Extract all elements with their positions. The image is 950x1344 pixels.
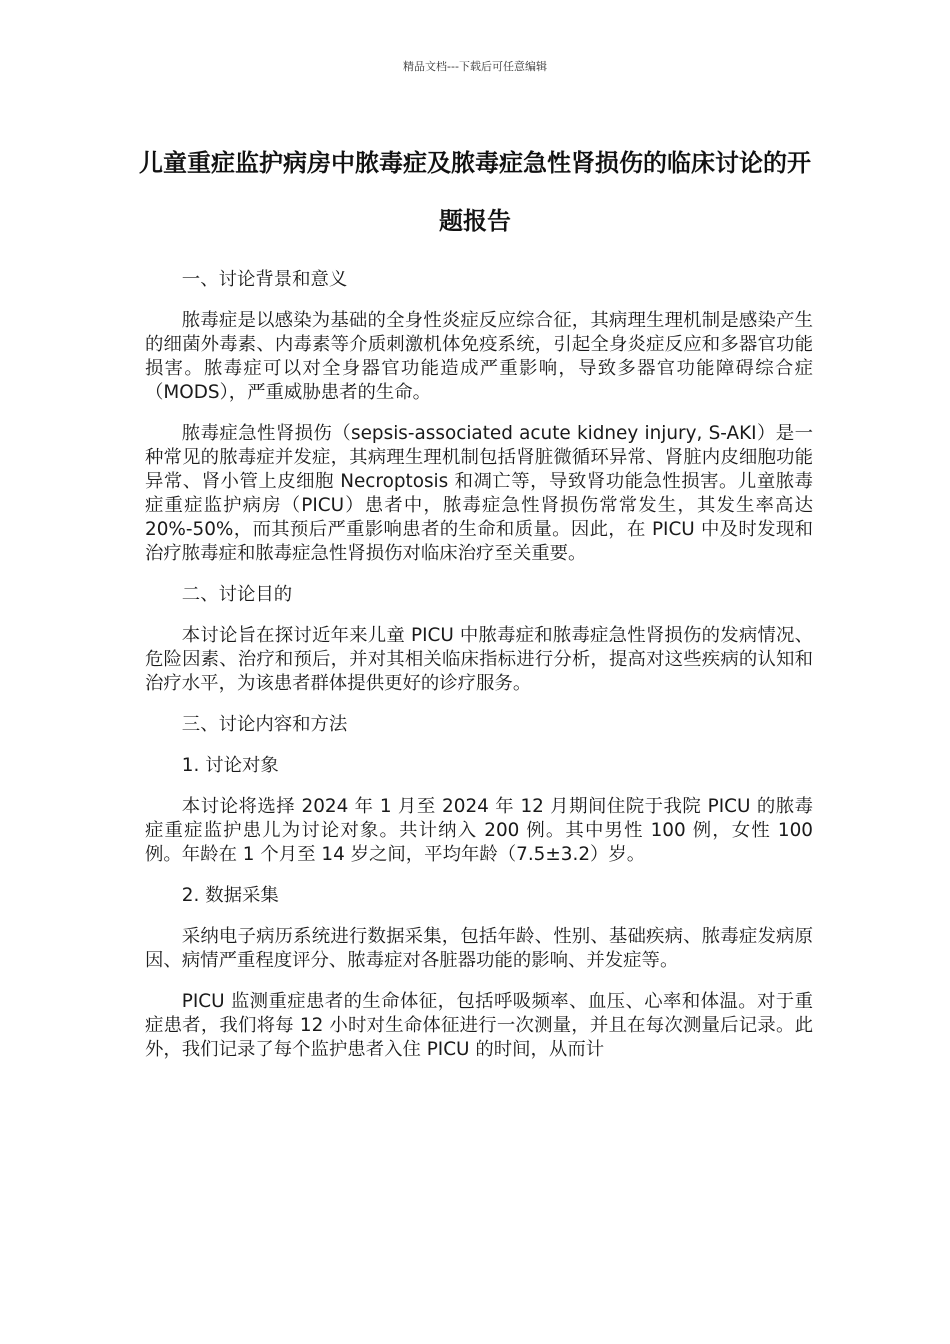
subsection-heading-data: 2. 数据采集	[181, 885, 279, 906]
header-note: 精品文档---下载后可任意编辑	[403, 60, 547, 73]
document-title: 儿童重症监护病房中脓毒症及脓毒症急性肾损伤的临床讨论的开题报告	[139, 149, 811, 235]
section-heading-purpose: 二、讨论目的	[181, 584, 293, 605]
paragraph-purpose-1: 本讨论旨在探讨近年来儿童 PICU 中脓毒症和脓毒症急性肾损伤的发病情况、危险因素、治疗和预后，并对其相关临床指标进行分析，提高对这些疾病的认知和治疗水平，为该患者群体提供更好的诊疗服务。	[145, 625, 813, 694]
paragraph-subjects-1: 本讨论将选择 2024 年 1 月至 2024 年 12 月期间住院于我院 PICU 的脓毒症重症监护患儿为讨论对象。共计纳入 200 例。其中男性 100 例，女性 100 例。年龄在 1 个月至 14 岁之间，平均年龄（7.5±3.2）岁。	[145, 796, 813, 865]
document-body	[145, 268, 813, 1079]
paragraph-background-2: 脓毒症急性肾损伤（sepsis-associated acute kidney injury, S-AKI）是一种常见的脓毒症并发症，其病理生理机制包括肾脏微循环异常、肾脏内皮细胞功能异常、肾小管上皮细胞 Necroptosis 和凋亡等，导致肾功能急性损害。儿童脓毒症重症监护病房（PICU）患者中，脓毒症急性肾损伤常常发生，其发生率高达 20%-50%，而其预后严重影响患者的生命和质量。因此，在 PICU 中及时发现和治疗脓毒症和脓毒症急性肾损伤对临床治疗至关重要。	[145, 423, 813, 564]
paragraph-data-1: 采纳电子病历系统进行数据采集，包括年龄、性别、基础疾病、脓毒症发病原因、病情严重程度评分、脓毒症对各脏器功能的影响、并发症等。	[145, 926, 813, 971]
section-heading-methods: 三、讨论内容和方法	[181, 714, 348, 735]
paragraph-background-1: 脓毒症是以感染为基础的全身性炎症反应综合征，其病理生理机制是感染产生的细菌外毒素、内毒素等介质刺激机体免疫系统，引起全身炎症反应和多器官功能损害。脓毒症可以对全身器官功能造成严重影响，导致多器官功能障碍综合症（MODS），严重威胁患者的生命。	[145, 310, 813, 403]
paragraph-data-2: PICU 监测重症患者的生命体征，包括呼吸频率、血压、心率和体温。对于重症患者，我们将每 12 小时对生命体征进行一次测量，并且在每次测量后记录。此外，我们记录了每个监护患者入住 PICU 的时间，从而计	[145, 991, 813, 1060]
subsection-heading-subjects: 1. 讨论对象	[181, 755, 279, 776]
section-heading-background: 一、讨论背景和意义	[181, 269, 348, 290]
